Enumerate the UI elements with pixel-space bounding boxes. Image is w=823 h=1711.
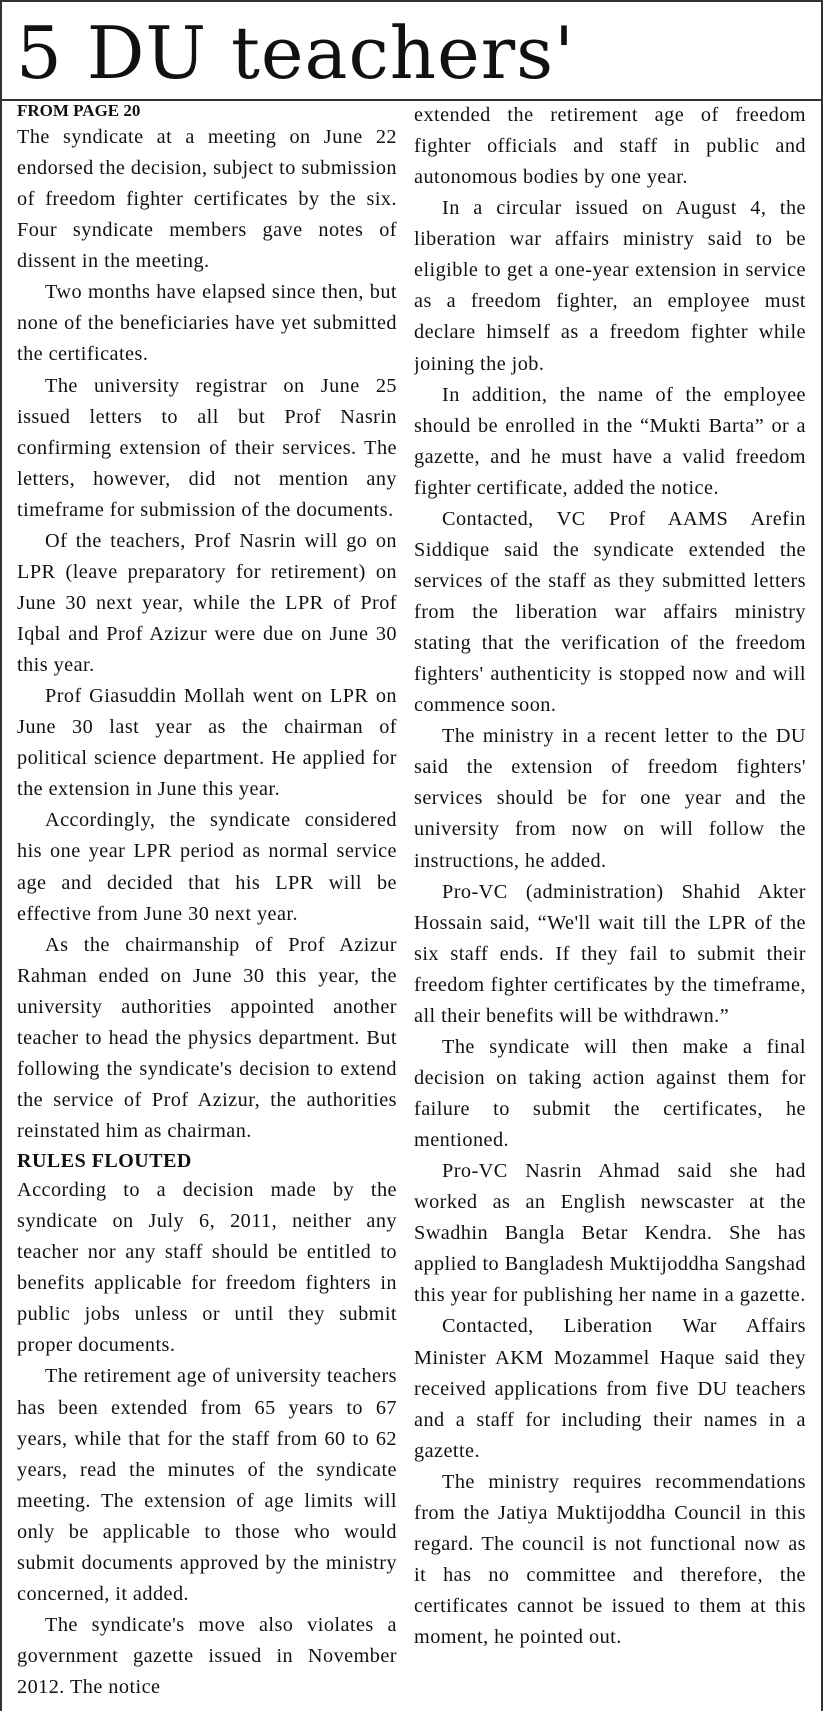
paragraph: The syndicate will then make a final decision on taking action against them for failure to submit the certificates, he mentioned. xyxy=(414,1035,806,1152)
paragraph: The ministry requires recommendations from the Jatiya Muktijoddha Council in this regard. The council is not functional now as it has no committee and therefore, the certificates cannot be issued to them at this moment, he pointed out. xyxy=(414,1470,806,1649)
paragraph: The syndicate's move also violates a government gazette issued in November 2012. The notice xyxy=(17,1613,397,1699)
paragraph: The retirement age of university teachers has been extended from 65 years to 67 years, while that for the staff from 60 to 62 years, read the minutes of the syndicate meeting. The extension of age limits will only be applicable to those who would submit documents approved by the ministry concerned, it added. xyxy=(17,1365,397,1605)
left-column xyxy=(17,100,397,1705)
paragraph: Pro-VC (administration) Shahid Akter Hossain said, “We'll wait till the LPR of the six staff ends. If they fail to submit their freedom fighter certificates by the timeframe, all their benefits will be withdrawn.” xyxy=(414,880,806,1027)
paragraph: The syndicate at a meeting on June 22 endorsed the decision, subject to submission of freedom fighter certificates by the six. Four syndicate members gave notes of dissent in the meeting. xyxy=(17,126,397,273)
paragraph: The university registrar on June 25 issued letters to all but Prof Nasrin confirming extension of their services. The letters, however, did not mention any timeframe for submission of the documents. xyxy=(17,374,397,521)
right-column xyxy=(414,100,806,1705)
paragraph: Contacted, VC Prof AAMS Arefin Siddique said the syndicate extended the services of the staff as they submitted letters from the liberation war affairs ministry stating that the verification of the freedom fighters' authenticity is stopped now and will commence soon. xyxy=(414,507,806,717)
paragraph: Accordingly, the syndicate considered his one year LPR period as normal service age and decided that his LPR will be effective from June 30 next year. xyxy=(17,809,397,925)
paragraph: Of the teachers, Prof Nasrin will go on LPR (leave preparatory for retirement) on June 30 next year, while the LPR of Prof Iqbal and Prof Azizur were due on June 30 this year. xyxy=(17,529,397,677)
paragraph: According to a decision made by the syndicate on July 6, 2011, neither any teacher nor any staff should be entitled to benefits applicable for freedom fighters in public jobs unless or until they submit proper documents. xyxy=(17,1179,397,1357)
paragraph: Two months have elapsed since then, but none of the beneficiaries have yet submitted the certificates. xyxy=(17,281,397,366)
paragraph: Contacted, Liberation War Affairs Minister AKM Mozammel Haque said they received applications from five DU teachers and a staff for including their names in a gazette. xyxy=(414,1315,806,1462)
headline: 5 DU teachers' xyxy=(16,11,575,95)
paragraph: As the chairmanship of Prof Azizur Rahman ended on June 30 this year, the university authorities appointed another teacher to head the physics department. But following the syndicate's decision to extend the service of Prof Azizur, the authorities reinstated him as chairman. xyxy=(17,933,397,1142)
paragraph: Prof Giasuddin Mollah went on LPR on June 30 last year as the chairman of political science department. He applied for the extension in June this year. xyxy=(17,685,397,801)
paragraph: In a circular issued on August 4, the liberation war affairs ministry said to be eligible to get a one-year extension in service as a freedom fighter, an employee must declare himself as a freedom fighter while joining the job. xyxy=(414,197,806,375)
paragraph: In addition, the name of the employee should be enrolled in the “Mukti Barta” or a gazette, and he must have a valid freedom fighter certificate, added the notice. xyxy=(414,383,806,499)
paragraph: The ministry in a recent letter to the DU said the extension of freedom fighters' services should be for one year and the university from now on will follow the instructions, he added. xyxy=(414,725,806,872)
paragraph: Pro-VC Nasrin Ahmad said she had worked as an English newscaster at the Swadhin Bangla Betar Kendra. She has applied to Bangladesh Muktijoddha Sangshad this year for publishing her name in a gazette. xyxy=(414,1160,806,1307)
subhead: RULES FLOUTED xyxy=(17,1150,192,1173)
paragraph: extended the retirement age of freedom fighter officials and staff in public and autonomous bodies by one year. xyxy=(414,104,806,189)
from-page-kicker: FROM PAGE 20 xyxy=(17,101,141,120)
